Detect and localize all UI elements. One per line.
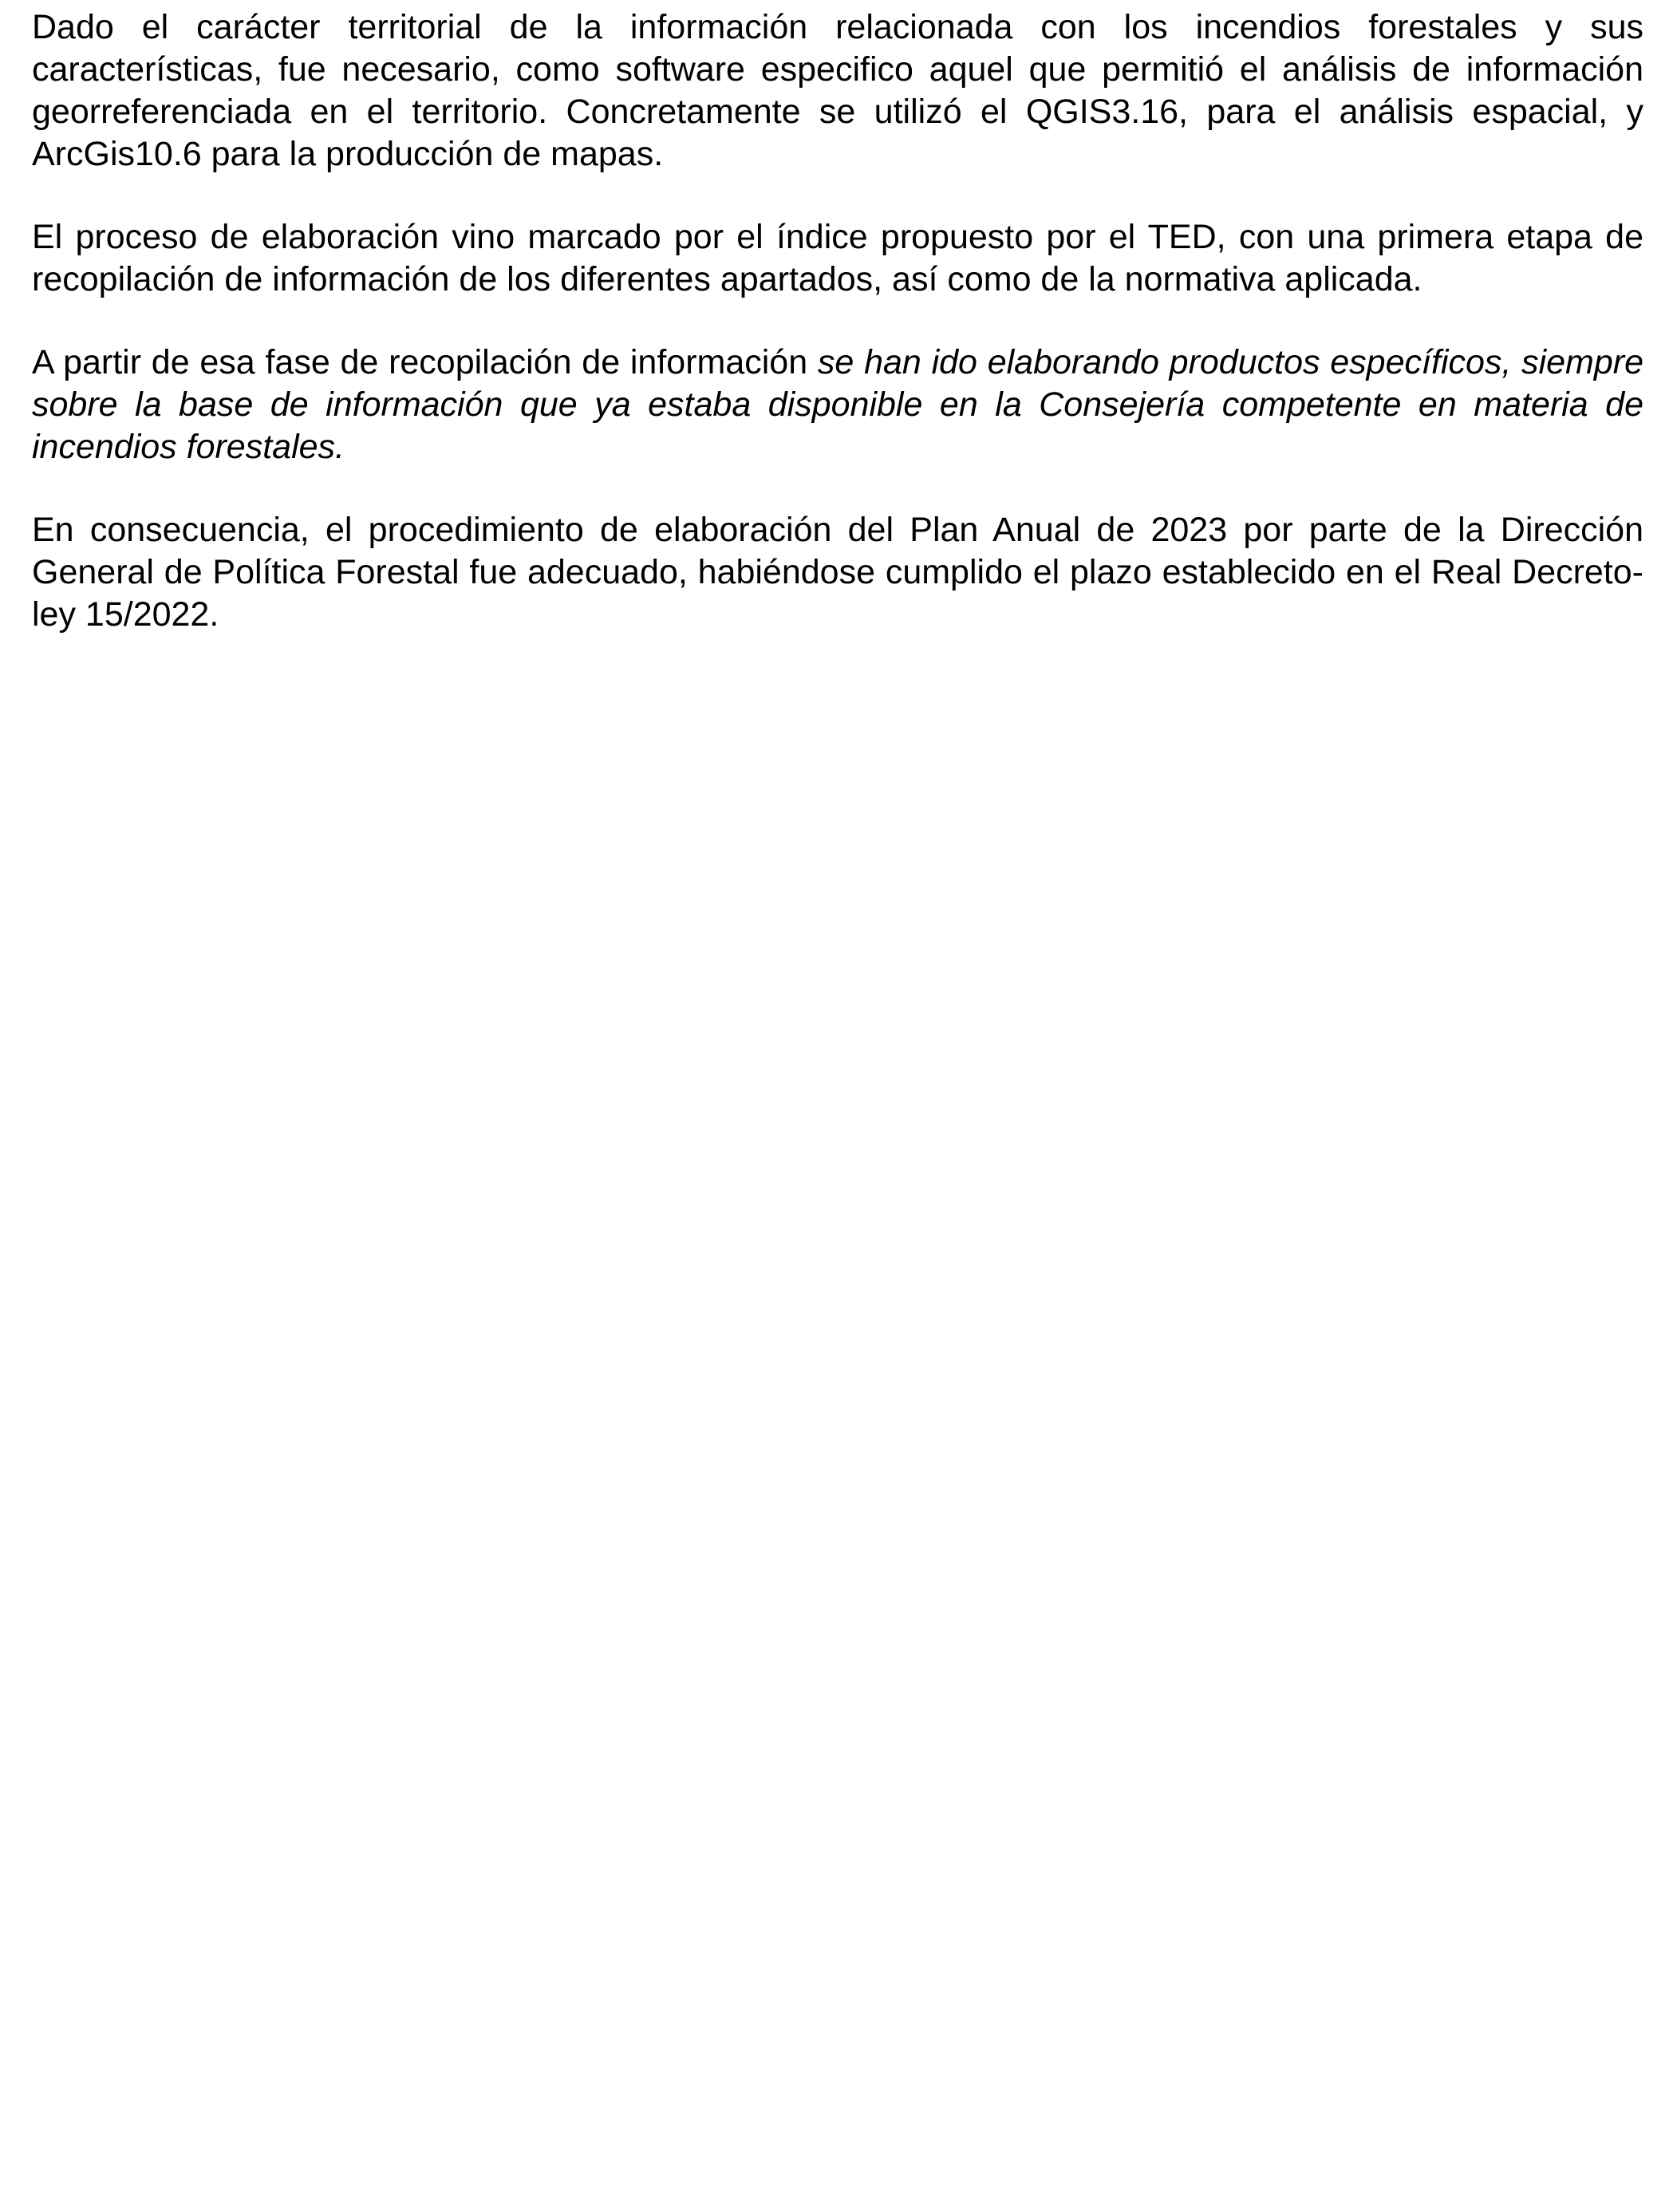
paragraph-process: El proceso de elaboración vino marcado por el índice propuesto por el TED, con una primera etapa de recopilación de información de los diferentes apartados, así como de la normativa aplicada. bbox=[32, 218, 1643, 298]
paragraph-software: Dado el carácter territorial de la información relacionada con los incendios forestales y sus características, fue necesario, como software especifico aquel que permitió el análisis de información georreferenciada en el territorio. Concretamente se utilizó el QGIS3.16, para el análisis espacial, y ArcGis10.6 para la producción de mapas. bbox=[32, 8, 1643, 173]
paragraph-products bbox=[32, 342, 1643, 468]
paragraph-products-italic: se han ido elaborando productos específicos, siempre sobre la base de información que ya estaba disponible en la Consejería competente en materia de incendios forestales. bbox=[32, 343, 1643, 466]
paragraph-products-normal: A partir de esa fase de recopilación de información bbox=[32, 343, 818, 381]
paragraph-conclusion: En consecuencia, el procedimiento de elaboración del Plan Anual de 2023 por parte de la Dirección General de Política Forestal fue adecuado, habiéndose cumplido el plazo establecido en el Real Decreto-ley 15/2022. bbox=[32, 511, 1643, 634]
document-page bbox=[32, 6, 1643, 677]
